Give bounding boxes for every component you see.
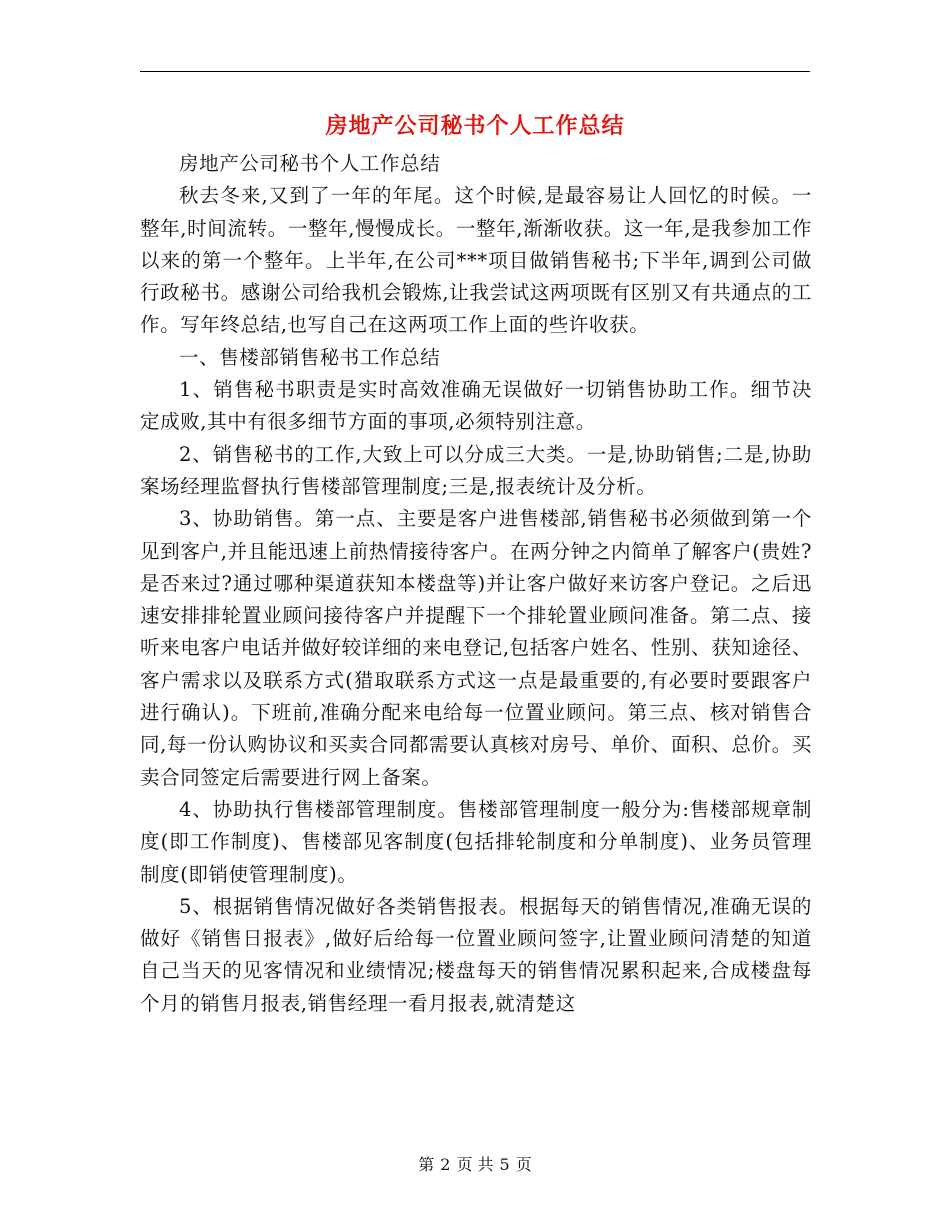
footer-page-number: 2 xyxy=(440,1155,451,1174)
paragraph-item-4: 4、协助执行售楼部管理制度。售楼部管理制度一般分为:售楼部规章制度(即工作制度)、售楼部见客制度(包括排轮制度和分单制度)、业务员管理制度(即销使管理制度)。 xyxy=(140,797,812,886)
paragraph-item-5: 5、根据销售情况做好各类销售报表。根据每天的销售情况,准确无误的做好《销售日报表》,做好后给每一位置业顾问签字,让置业顾问清楚的知道自己当天的见客情况和业绩情况;楼盘每天的销售情况累积起来,合成楼盘每个月的销售月报表,销售经理一看月报表,就清楚这 xyxy=(140,894,812,1015)
footer-prefix: 第 xyxy=(418,1155,435,1174)
document-body xyxy=(140,148,812,1020)
document-title: 房地产公司秘书个人工作总结 xyxy=(325,113,625,139)
paragraph-item-3: 3、协助销售。第一点、主要是客户进售楼部,销售秘书必须做到第一个见到客户,并且能迅速上前热情接待客户。在两分钟之内简单了解客户(贵姓?是否来过?通过哪种渠道获知本楼盘等)并让客户做好来访客户登记。之后迅速安排排轮置业顾问接待客户并提醒下一个排轮置业顾问准备。第二点、接听来电客户电话并做好较详细的来电登记,包括客户姓名、性别、获知途径、客户需求以及联系方式(猎取联系方式这一点是最重要的,有必要时要跟客户进行确认)。下班前,准确分配来电给每一位置业顾问。第三点、核对销售合同,每一份认购协议和买卖合同都需要认真核对房号、单价、面积、总价。买卖合同签定后需要进行网上备案。 xyxy=(140,507,812,789)
paragraph-intro: 秋去冬来,又到了一年的年尾。这个时候,是最容易让人回忆的时候。一整年,时间流转。一整年,慢慢成长。一整年,渐渐收获。这一年,是我参加工作以来的第一个整年。上半年,在公司***项目做销售秘书;下半年,调到公司做行政秘书。感谢公司给我机会锻炼,让我尝试这两项既有区别又有共通点的工作。写年终总结,也写自己在这两项工作上面的些许收获。 xyxy=(140,184,812,337)
paragraph-item-2: 2、销售秘书的工作,大致上可以分成三大类。一是,协助销售;二是,协助案场经理监督执行售楼部管理制度;三是,报表统计及分析。 xyxy=(140,442,812,498)
page-footer xyxy=(0,1153,950,1177)
footer-total-pages: 5 xyxy=(499,1155,510,1174)
paragraph-item-1: 1、销售秘书职责是实时高效准确无误做好一切销售协助工作。细节决定成败,其中有很多细节方面的事项,必须特别注意。 xyxy=(140,378,812,434)
header-rule xyxy=(140,71,810,72)
paragraph-subtitle: 房地产公司秘书个人工作总结 xyxy=(179,152,441,175)
section-heading: 一、售楼部销售秘书工作总结 xyxy=(179,345,441,369)
footer-middle: 页 共 xyxy=(456,1155,494,1174)
footer-suffix: 页 xyxy=(515,1155,532,1174)
